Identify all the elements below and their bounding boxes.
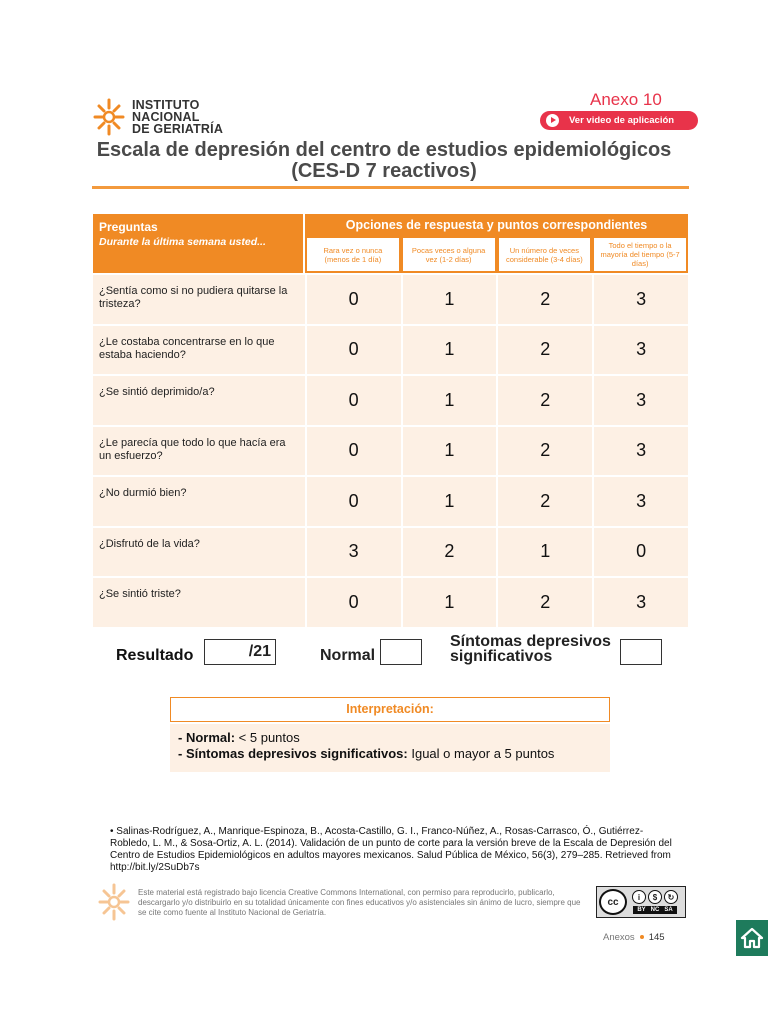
score-cell[interactable]: 3: [307, 528, 401, 577]
score-cell[interactable]: 2: [403, 528, 497, 577]
option-rarely: Rara vez o nunca (menos de 1 día): [307, 238, 399, 271]
questions-header-subtitle: Durante la última semana usted...: [99, 236, 266, 248]
cesd-table: [93, 214, 688, 627]
score-cell[interactable]: 1: [403, 477, 497, 526]
home-icon: [740, 927, 764, 949]
sintomas-checkbox[interactable]: [620, 639, 662, 665]
question-cell: ¿Le parecía que todo lo que hacía era un esfuerzo?: [93, 427, 305, 476]
cc-license-parts: [627, 890, 683, 914]
table-row: [93, 273, 688, 324]
title-line-2: (CES-D 7 reactivos): [291, 160, 477, 182]
question-cell: ¿Se sintió triste?: [93, 578, 305, 627]
score-cell[interactable]: 1: [403, 326, 497, 375]
question-cell: ¿Se sintió deprimido/a?: [93, 376, 305, 425]
attribution-icon: i: [632, 890, 646, 904]
interpretation-sintomas-text: Igual o mayor a 5 puntos: [407, 746, 555, 761]
score-cell[interactable]: 0: [594, 528, 688, 577]
home-button[interactable]: [736, 920, 768, 956]
separator-dot: [640, 935, 644, 939]
score-cell[interactable]: 2: [498, 427, 592, 476]
score-cell[interactable]: 1: [498, 528, 592, 577]
table-row: [93, 324, 688, 375]
option-most: Todo el tiempo o la mayoría del tiempo (5-7 días): [594, 238, 686, 271]
score-cell[interactable]: 0: [307, 275, 401, 324]
logo-line-3: DE GERIATRÍA: [132, 122, 224, 136]
interpretation-sintomas-label: - Síntomas depresivos significativos:: [178, 746, 408, 761]
table-row: [93, 425, 688, 476]
options-header-title: Opciones de respuesta y puntos correspondientes: [305, 214, 688, 236]
logo-text: [132, 99, 223, 135]
score-cell[interactable]: 1: [403, 427, 497, 476]
score-cell[interactable]: 1: [403, 275, 497, 324]
questions-header: [93, 214, 303, 273]
table-header: [93, 214, 688, 273]
options-row: [305, 236, 688, 273]
video-button-label: Ver video de aplicación: [569, 115, 675, 126]
option-considerable: Un número de veces considerable (3-4 días): [499, 238, 591, 271]
cc-label-nc: NC: [650, 907, 660, 913]
options-header: [305, 214, 688, 273]
video-button[interactable]: [540, 111, 698, 130]
noncommercial-icon: $: [648, 890, 662, 904]
logo-line-2: NACIONAL: [132, 110, 200, 124]
geriatria-footer-logo-icon: [96, 882, 132, 922]
score-cell[interactable]: 3: [594, 477, 688, 526]
normal-label: Normal: [320, 647, 376, 664]
interpretation-normal-label: - Normal:: [178, 730, 236, 745]
title-divider: [92, 186, 689, 189]
annex-label: Anexo 10: [590, 90, 662, 109]
reference-citation: • Salinas-Rodríguez, A., Manrique-Espinoza, B., Acosta-Castillo, G. I., Franco-Núñez, A., Rosas-Carrasco, Ó., Gutiérrez-Robledo, L. M., & Sosa-Ortiz, A. L. (2014). Validación de un punto de corte para la versión breve de la Escala de Depresión del Centro de Estudios Epidemiológicos en adultos mayores mexicanos. Salud Pública de México, 56(3), 279–285. Retrieved from http://bit.ly/2SuDb7s: [110, 826, 672, 873]
geriatria-logo-icon: [92, 97, 126, 137]
score-cell[interactable]: 0: [307, 376, 401, 425]
license-text: Este material está registrado bajo licencia Creative Commons International, con permiso para reproducirlo, publicarlo, descargarlo y/o distribuirlo en su totalidad únicamente con fines educativos y/o asistenciales sin ánimo de lucro, siempre que se cite como fuente al Instituto Nacional de Geriatría.: [138, 888, 581, 917]
cc-label-by: BY: [637, 907, 646, 913]
table-row: [93, 526, 688, 577]
cc-icons: [632, 890, 678, 904]
sintomas-label: Síntomas depresivos significativos: [450, 633, 611, 665]
interpretation-heading: Interpretación:: [170, 697, 610, 722]
institute-logo: [92, 95, 232, 139]
question-cell: ¿Sentía como si no pudiera quitarse la tristeza?: [93, 275, 305, 324]
question-cell: ¿Le costaba concentrarse en lo que estaba haciendo?: [93, 326, 305, 375]
table-row: [93, 475, 688, 526]
normal-checkbox[interactable]: [380, 639, 422, 665]
score-cell[interactable]: 2: [498, 477, 592, 526]
resultado-label: Resultado: [116, 647, 194, 664]
cc-icon: cc: [599, 889, 627, 915]
interpretation-normal-text: < 5 puntos: [235, 730, 300, 745]
logo-line-1: INSTITUTO: [132, 98, 200, 112]
page-number: 145: [648, 932, 665, 943]
score-cell[interactable]: 3: [594, 275, 688, 324]
page-title: [60, 140, 708, 182]
interpretation-sintomas: [178, 746, 602, 762]
title-line-1: Escala de depresión del centro de estudios epidemiológicos: [96, 139, 672, 161]
interpretation-body: [170, 724, 610, 772]
questions-header-title: Preguntas: [99, 220, 158, 234]
score-cell[interactable]: 3: [594, 427, 688, 476]
score-cell[interactable]: 2: [498, 578, 592, 627]
play-icon: [546, 114, 559, 127]
page-footer: [603, 932, 665, 943]
cc-labels: [633, 906, 676, 914]
creative-commons-badge[interactable]: [596, 886, 686, 918]
score-cell[interactable]: 0: [307, 326, 401, 375]
score-cell[interactable]: 1: [403, 578, 497, 627]
score-cell[interactable]: 3: [594, 376, 688, 425]
score-cell[interactable]: 0: [307, 427, 401, 476]
option-sometimes: Pocas veces o alguna vez (1-2 días): [403, 238, 495, 271]
score-cell[interactable]: 2: [498, 326, 592, 375]
cc-label-sa: SA: [664, 907, 673, 913]
score-cell[interactable]: 2: [498, 275, 592, 324]
resultado-input[interactable]: /21: [204, 639, 276, 665]
sharealike-icon: ↻: [664, 890, 678, 904]
score-cell[interactable]: 2: [498, 376, 592, 425]
score-cell[interactable]: 0: [307, 578, 401, 627]
score-cell[interactable]: 0: [307, 477, 401, 526]
table-row: [93, 374, 688, 425]
question-cell: ¿No durmió bien?: [93, 477, 305, 526]
interpretation-normal: [178, 730, 602, 746]
question-cell: ¿Disfrutó de la vida?: [93, 528, 305, 577]
table-row: [93, 576, 688, 627]
section-name: Anexos: [603, 932, 635, 943]
score-cell[interactable]: 1: [403, 376, 497, 425]
score-cell[interactable]: 3: [594, 578, 688, 627]
score-cell[interactable]: 3: [594, 326, 688, 375]
